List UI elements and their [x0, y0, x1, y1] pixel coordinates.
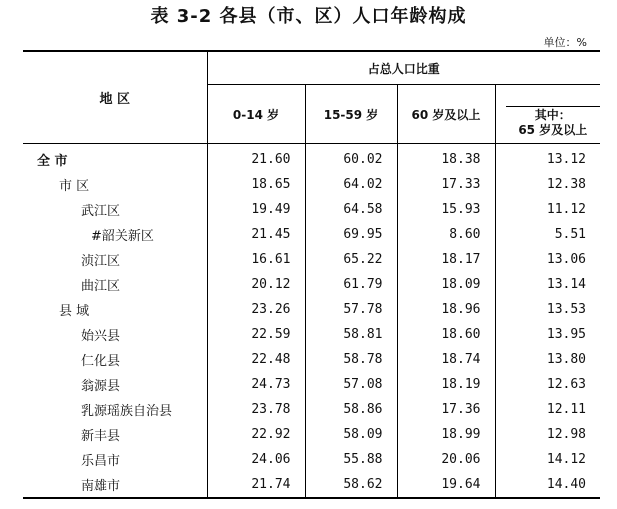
value-cell: 19.64 — [397, 472, 495, 498]
region-name: 南雄市 — [23, 472, 207, 498]
region-name: 市 区 — [59, 179, 90, 194]
value-cell: 5.51 — [495, 222, 600, 247]
value-cell: 13.06 — [495, 247, 600, 272]
value-cell: 69.95 — [305, 222, 397, 247]
table-row — [23, 297, 600, 322]
value-cell: 18.60 — [397, 322, 495, 347]
table-row — [23, 197, 600, 222]
value-cell: 14.40 — [495, 472, 600, 498]
table-row — [23, 322, 600, 347]
value-cell: 13.53 — [495, 297, 600, 322]
value-cell: 18.09 — [397, 272, 495, 297]
region-name: 乳源瑶族自治县 — [81, 404, 173, 419]
value-cell: 22.59 — [207, 322, 305, 347]
value-cell: 19.49 — [207, 197, 305, 222]
header-group: 占总人口比重 — [207, 51, 600, 85]
table-row — [23, 172, 600, 197]
value-cell: 18.19 — [397, 372, 495, 397]
table-body — [23, 144, 600, 499]
value-cell: 23.26 — [207, 297, 305, 322]
value-cell: 17.33 — [397, 172, 495, 197]
value-cell: 20.12 — [207, 272, 305, 297]
value-cell: 13.95 — [495, 322, 600, 347]
table-row — [23, 347, 600, 372]
value-cell: 8.60 — [397, 222, 495, 247]
value-cell: 64.02 — [305, 172, 397, 197]
value-cell: 18.38 — [397, 144, 495, 173]
value-cell: 18.99 — [397, 422, 495, 447]
region-name: 始兴县 — [81, 329, 121, 344]
value-cell: 13.80 — [495, 347, 600, 372]
value-cell: 24.73 — [207, 372, 305, 397]
value-cell: 61.79 — [305, 272, 397, 297]
region-name: 新丰县 — [81, 429, 121, 444]
table-row — [23, 397, 600, 422]
value-cell: 58.81 — [305, 322, 397, 347]
header-col4-line1: 其中： — [534, 108, 571, 122]
value-cell: 13.14 — [495, 272, 600, 297]
header-age-0-14: 0-14 岁 — [207, 85, 305, 144]
value-cell: 16.61 — [207, 247, 305, 272]
value-cell: 14.12 — [495, 447, 600, 472]
header-age-65-plus — [495, 85, 600, 144]
table-title: 表 3-2 各县（市、区）人口年龄构成 — [150, 6, 467, 27]
value-cell: 15.93 — [397, 197, 495, 222]
value-cell: 11.12 — [495, 197, 600, 222]
header-age-15-59: 15-59 岁 — [305, 85, 397, 144]
value-cell: 12.98 — [495, 422, 600, 447]
value-cell: 21.60 — [207, 144, 305, 173]
population-age-table — [23, 50, 600, 499]
region-name: 曲江区 — [81, 279, 121, 294]
value-cell: 24.06 — [207, 447, 305, 472]
value-cell: 58.86 — [305, 397, 397, 422]
value-cell: 23.78 — [207, 397, 305, 422]
value-cell: 18.17 — [397, 247, 495, 272]
region-name: #韶关新区 — [91, 229, 154, 244]
region-name: 全 市 — [37, 154, 68, 169]
table-row — [23, 447, 600, 472]
table-row — [23, 372, 600, 397]
unit-label: 单位：% — [543, 36, 587, 49]
value-cell: 12.11 — [495, 397, 600, 422]
value-cell: 55.88 — [305, 447, 397, 472]
region-name: 仁化县 — [81, 354, 121, 369]
header-col4-line2: 65 岁及以上 — [518, 123, 588, 137]
region-name: 翁源县 — [81, 379, 121, 394]
table-row — [23, 222, 600, 247]
value-cell: 18.96 — [397, 297, 495, 322]
value-cell: 64.58 — [305, 197, 397, 222]
region-name: 武江区 — [81, 204, 121, 219]
value-cell: 22.92 — [207, 422, 305, 447]
header-age-60-plus: 60 岁及以上 — [397, 85, 495, 144]
value-cell: 65.22 — [305, 247, 397, 272]
value-cell: 12.38 — [495, 172, 600, 197]
value-cell: 21.74 — [207, 472, 305, 498]
value-cell: 20.06 — [397, 447, 495, 472]
table-row — [23, 144, 600, 173]
value-cell: 17.36 — [397, 397, 495, 422]
header-region: 地 区 — [23, 51, 207, 144]
value-cell: 22.48 — [207, 347, 305, 372]
value-cell: 18.65 — [207, 172, 305, 197]
table-row — [23, 472, 600, 498]
region-name: 浈江区 — [81, 254, 121, 269]
value-cell: 57.78 — [305, 297, 397, 322]
value-cell: 58.09 — [305, 422, 397, 447]
value-cell: 57.08 — [305, 372, 397, 397]
value-cell: 58.78 — [305, 347, 397, 372]
region-name: 乐昌市 — [81, 454, 121, 469]
table-row — [23, 422, 600, 447]
value-cell: 58.62 — [305, 472, 397, 498]
table-row — [23, 272, 600, 297]
value-cell: 60.02 — [305, 144, 397, 173]
table-row — [23, 247, 600, 272]
region-name: 县 域 — [59, 304, 90, 319]
value-cell: 18.74 — [397, 347, 495, 372]
value-cell: 21.45 — [207, 222, 305, 247]
value-cell: 12.63 — [495, 372, 600, 397]
value-cell: 13.12 — [495, 144, 600, 173]
